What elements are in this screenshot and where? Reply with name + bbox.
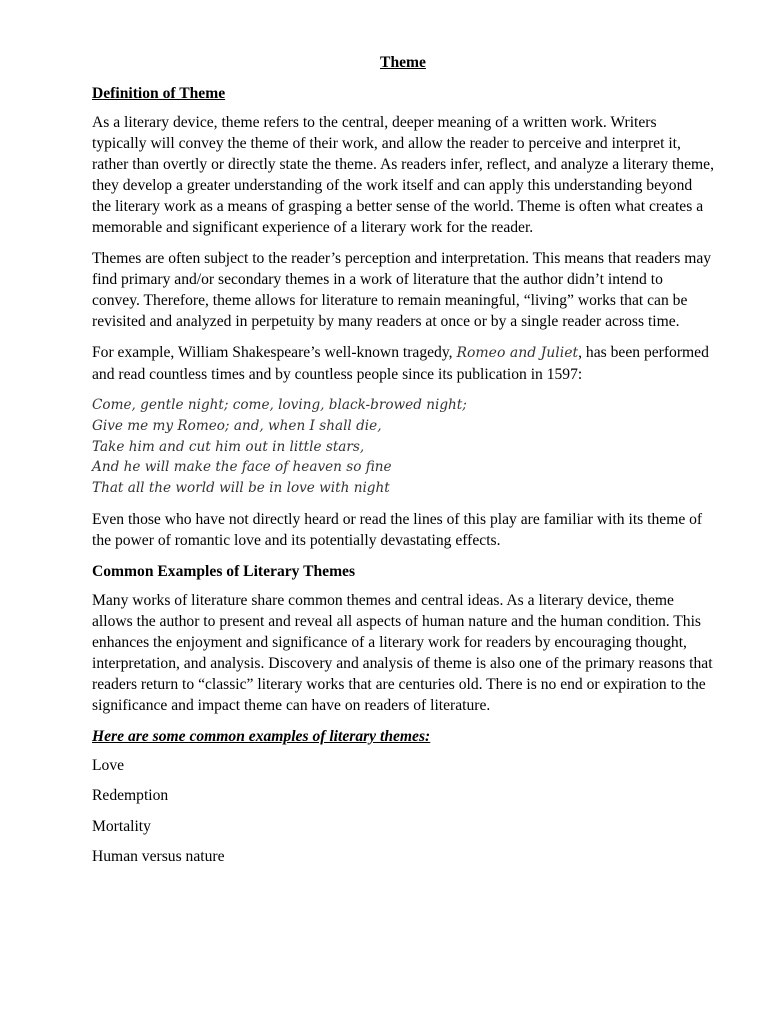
example-text-before: For example, William Shakespeare’s well-known tragedy,	[92, 344, 457, 361]
page-title: Theme	[380, 54, 426, 71]
paragraph-interpretation: Themes are often subject to the reader’s perception and interpretation. This means that readers may find primary and/or secondary themes in a work of literature that the author didn’t intend to convey. Therefore, theme allows for literature to remain meaningful, “living” works that can be revisited and analyzed in perpetuity by many readers at once or by a single reader across time.	[92, 250, 712, 330]
paragraph-example	[92, 342, 714, 385]
list-item: Human versus nature	[92, 848, 225, 866]
paragraph-common-examples: Many works of literature share common themes and central ideas. As a literary device, theme allows the author to present and reveal all aspects of human nature and the human condition. This enhances the enjoyment and significance of a literary work for readers by encouraging thought, interpretation, and analysis. Discovery and analysis of theme is also one of the primary reasons that readers return to “classic” literary works that are centuries old. There is no end or expiration to the significance and impact theme can have on readers of literature.	[92, 591, 713, 714]
paragraph-closing: Even those who have not directly heard or read the lines of this play are familiar with its theme of the power of romantic love and its potentially devastating effects.	[92, 510, 703, 549]
list-item: Love	[92, 756, 125, 774]
list-item: Mortality	[92, 817, 151, 835]
example-text-after: , has been performed and read countless times and by countless people since its publication in 1597:	[92, 344, 709, 383]
paragraph-definition: As a literary device, theme refers to the central, deeper meaning of a written work. Writers typically will convey the theme of their work, and allow the reader to perceive and interpret it, rather than overtly or directly state the theme. As readers infer, reflect, and analyze a literary theme, they develop a greater understanding of the work itself and can apply this understanding beyond the literary work as a means of grasping a better sense of the world. Theme is often what creates a memorable and significant experience of a literary work for the reader.	[92, 114, 714, 236]
section-heading-definition: Definition of Theme	[92, 85, 226, 102]
quote-line: Take him and cut him out in little stars,	[92, 438, 365, 455]
list-item: Redemption	[92, 787, 169, 805]
section-heading-common-examples: Common Examples of Literary Themes	[92, 562, 356, 580]
example-work-title: Romeo and Juliet	[456, 345, 579, 361]
quote-line: Come, gentle night; come, loving, black-browed night;	[92, 397, 467, 413]
list-heading: Here are some common examples of literary themes:	[92, 727, 431, 745]
shakespeare-quote	[92, 395, 714, 499]
document-page	[92, 52, 714, 877]
quote-line: That all the world will be in love with night	[92, 480, 390, 497]
quote-line: Give me my Romeo; and, when I shall die,	[92, 417, 382, 434]
quote-line: And he will make the face of heaven so fine	[92, 459, 392, 476]
